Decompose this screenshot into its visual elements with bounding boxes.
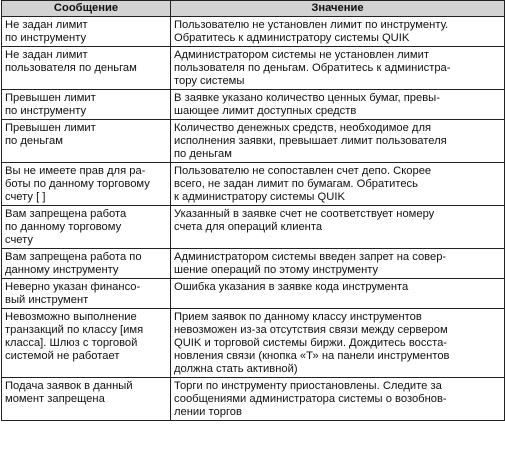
message-line: боты по данному торговому bbox=[5, 178, 150, 190]
meaning-line: Торги по инструменту приостановлены. Следите за bbox=[174, 380, 442, 392]
meaning-line: шающее лимит доступных средств bbox=[174, 105, 357, 117]
meaning-cell bbox=[171, 378, 505, 421]
message-line: Превышен лимит bbox=[5, 122, 96, 134]
table-row bbox=[2, 120, 505, 163]
meaning-cell bbox=[171, 279, 505, 309]
message-line: Вы не имеете прав для ра- bbox=[5, 165, 146, 177]
message-cell bbox=[2, 249, 171, 279]
meaning-line: Пользователю не установлен лимит по инструменту. bbox=[174, 19, 449, 31]
message-cell bbox=[2, 163, 171, 206]
meaning-cell bbox=[171, 206, 505, 249]
meaning-line: пользователя по деньгам. Обратитесь к администра- bbox=[174, 62, 451, 74]
meaning-cell bbox=[171, 163, 505, 206]
table-row bbox=[2, 279, 505, 309]
meaning-line: QUIK и торговой системы биржи. Дождитесь восста- bbox=[174, 337, 448, 349]
message-cell bbox=[2, 17, 171, 47]
meaning-line: по деньгам bbox=[174, 148, 232, 160]
message-line: по деньгам bbox=[5, 135, 63, 147]
table-row bbox=[2, 90, 505, 120]
message-cell bbox=[2, 47, 171, 90]
meaning-cell bbox=[171, 249, 505, 279]
message-line: счету [ ] bbox=[5, 191, 46, 203]
meaning-line: тору системы bbox=[174, 75, 245, 87]
meaning-cell bbox=[171, 47, 505, 90]
table-row bbox=[2, 163, 505, 206]
message-cell bbox=[2, 206, 171, 249]
meaning-line: Администратором системы не установлен лимит bbox=[174, 49, 429, 61]
meaning-line: исполнения заявки, превышает лимит пользователя bbox=[174, 135, 447, 147]
error-messages-table bbox=[1, 0, 505, 421]
meaning-cell bbox=[171, 309, 505, 378]
message-line: пользователя по деньгам bbox=[5, 62, 137, 74]
message-line: системой не работает bbox=[5, 350, 120, 362]
meaning-cell bbox=[171, 90, 505, 120]
table-row bbox=[2, 378, 505, 421]
meaning-line: невозможен из-за отсутствия связи между сервером bbox=[174, 324, 448, 336]
meaning-line: Пользователю не сопоставлен счет депо. Скорее bbox=[174, 165, 432, 177]
message-line: Превышен лимит bbox=[5, 92, 96, 104]
meaning-line: Прием заявок по данному классу инструментов bbox=[174, 311, 422, 323]
message-line: Не задан лимит bbox=[5, 49, 88, 61]
message-line: Вам запрещена работа по bbox=[5, 251, 142, 263]
message-line: Вам запрещена работа bbox=[5, 208, 127, 220]
message-cell bbox=[2, 120, 171, 163]
meaning-line: В заявке указано количество ценных бумаг, превы- bbox=[174, 92, 440, 104]
column-header-message: Сообщение bbox=[2, 1, 171, 17]
meaning-line: счета для операций клиента bbox=[174, 221, 323, 233]
meaning-cell bbox=[171, 120, 505, 163]
meaning-line: Обратитесь к администратору системы QUIK bbox=[174, 32, 410, 44]
meaning-line: новления связи (кнопка «Т» на панели инструментов bbox=[174, 350, 450, 362]
message-cell bbox=[2, 378, 171, 421]
meaning-line: к администратору системы QUIK bbox=[174, 191, 345, 203]
meaning-line: лении торгов bbox=[174, 406, 242, 418]
meaning-line: шение операций по этому инструменту bbox=[174, 264, 379, 276]
table-row bbox=[2, 309, 505, 378]
message-line: данному инструменту bbox=[5, 264, 119, 276]
table-row bbox=[2, 17, 505, 47]
message-line: Неверно указан финансо- bbox=[5, 281, 141, 293]
meaning-line: Количество денежных средств, необходимое для bbox=[174, 122, 432, 134]
meaning-line: Ошибка указания в заявке кода инструмента bbox=[174, 281, 409, 293]
table-row bbox=[2, 206, 505, 249]
meaning-cell bbox=[171, 17, 505, 47]
message-line: по данному торговому bbox=[5, 221, 122, 233]
message-line: Невозможно выполнение bbox=[5, 311, 137, 323]
meaning-line: сообщениями администратора системы о возобнов- bbox=[174, 393, 447, 405]
meaning-line: должна стать активной) bbox=[174, 363, 298, 375]
message-line: момент запрещена bbox=[5, 393, 105, 405]
meaning-line: всего, не задан лимит по бумагам. Обратитесь bbox=[174, 178, 418, 190]
table-row bbox=[2, 249, 505, 279]
message-line: вый инструмент bbox=[5, 294, 89, 306]
message-cell bbox=[2, 309, 171, 378]
meaning-line: Администратором системы введен запрет на совер- bbox=[174, 251, 447, 263]
column-header-meaning: Значение bbox=[171, 1, 505, 17]
message-line: транзакций по классу [имя bbox=[5, 324, 144, 336]
meaning-line: Указанный в заявке счет не соответствует номеру bbox=[174, 208, 435, 220]
message-cell bbox=[2, 90, 171, 120]
table-header-row bbox=[2, 1, 505, 17]
message-line: Подача заявок в данный bbox=[5, 380, 133, 392]
message-cell bbox=[2, 279, 171, 309]
message-line: класса]. Шлюз с торговой bbox=[5, 337, 138, 349]
message-line: Не задан лимит bbox=[5, 19, 88, 31]
message-line: по инструменту bbox=[5, 105, 87, 117]
message-line: счету bbox=[5, 234, 33, 246]
message-line: по инструменту bbox=[5, 32, 87, 44]
table-row bbox=[2, 47, 505, 90]
